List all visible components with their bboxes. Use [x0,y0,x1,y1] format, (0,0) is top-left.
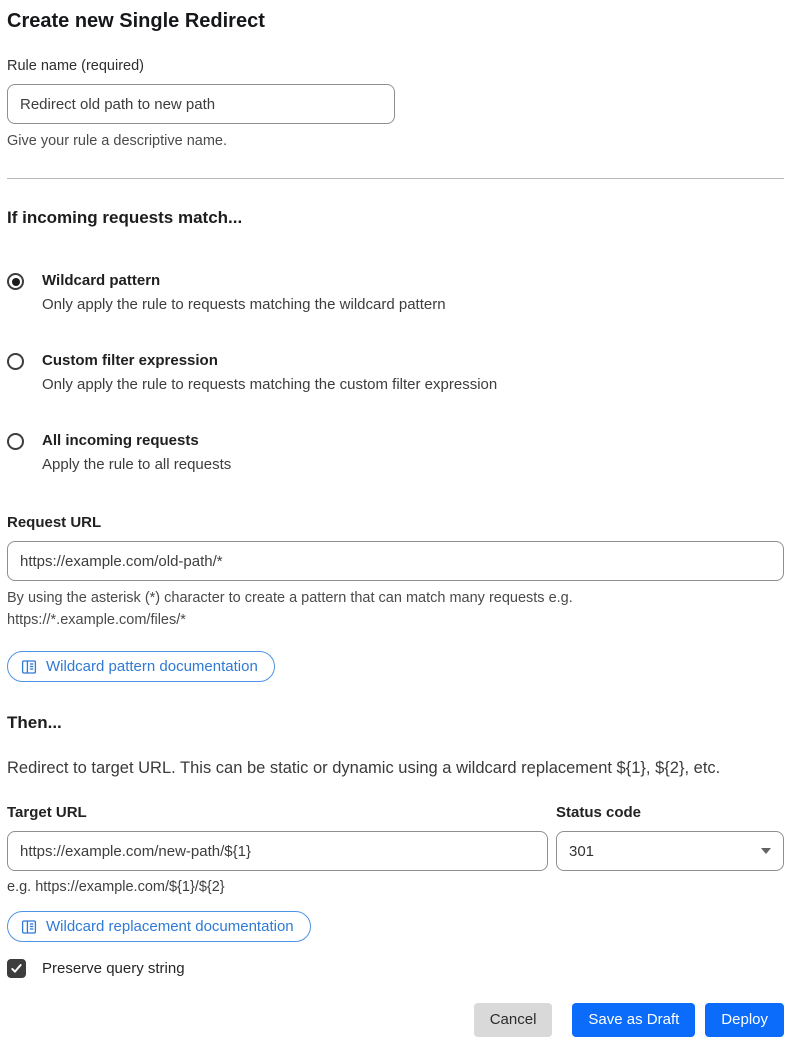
match-type-radio-group [7,271,784,475]
status-code-select[interactable] [556,831,784,871]
doc-button-label: Wildcard replacement documentation [46,918,294,935]
rule-name-label: Rule name (required) [7,58,145,74]
preserve-query-row[interactable] [7,959,784,978]
target-url-helper: e.g. https://example.com/${1}/${2} [7,879,225,895]
deploy-button[interactable]: Deploy [705,1003,784,1037]
target-status-row [7,803,784,895]
status-code-label: Status code [556,804,642,821]
radio-description: Only apply the rule to requests matching the wildcard pattern [42,296,446,313]
radio-description: Only apply the rule to requests matching the custom filter expression [42,376,498,393]
page-title: Create new Single Redirect [7,10,265,32]
radio-option-custom-filter[interactable] [7,351,784,395]
radio-option-wildcard-pattern[interactable] [7,271,784,315]
doc-button-label: Wildcard pattern documentation [46,658,258,675]
chevron-down-icon [761,848,771,854]
book-icon [21,919,37,935]
radio-control[interactable] [7,433,24,450]
target-url-input[interactable] [7,831,548,871]
target-url-column [7,803,548,895]
radio-option-all-requests[interactable] [7,431,784,475]
request-url-helper-line1: By using the asterisk (*) character to create a pattern that can match many requests e.g. [7,590,573,606]
rule-name-helper: Give your rule a descriptive name. [7,133,228,149]
status-code-column [556,803,784,895]
request-url-label: Request URL [7,514,102,531]
radio-label[interactable]: Custom filter expression [42,352,218,369]
request-url-helper-line2: https://*.example.com/files/* [7,612,186,628]
request-url-input[interactable] [7,541,784,581]
book-icon [21,659,37,675]
match-section-heading: If incoming requests match... [7,208,243,227]
target-url-label: Target URL [7,804,87,821]
radio-label[interactable]: Wildcard pattern [42,272,161,289]
status-code-value: 301 [569,842,595,860]
rule-name-input[interactable] [7,84,395,124]
wildcard-replacement-docs-button[interactable] [7,911,311,942]
preserve-query-checkbox[interactable] [7,959,26,978]
then-section-heading: Then... [7,713,62,732]
preserve-query-label[interactable]: Preserve query string [42,960,185,977]
section-divider [7,178,784,179]
check-icon [10,962,23,975]
then-section-description: Redirect to target URL. This can be static or dynamic using a wildcard replacement ${1}, ${2}, etc. [7,759,721,777]
wildcard-pattern-docs-button[interactable] [7,651,275,682]
cancel-button[interactable]: Cancel [474,1003,553,1037]
radio-control[interactable] [7,353,24,370]
save-as-draft-button[interactable]: Save as Draft [572,1003,695,1037]
radio-label[interactable]: All incoming requests [42,432,199,449]
radio-control[interactable] [7,273,24,290]
radio-description: Apply the rule to all requests [42,456,232,473]
request-url-helper [7,587,784,631]
